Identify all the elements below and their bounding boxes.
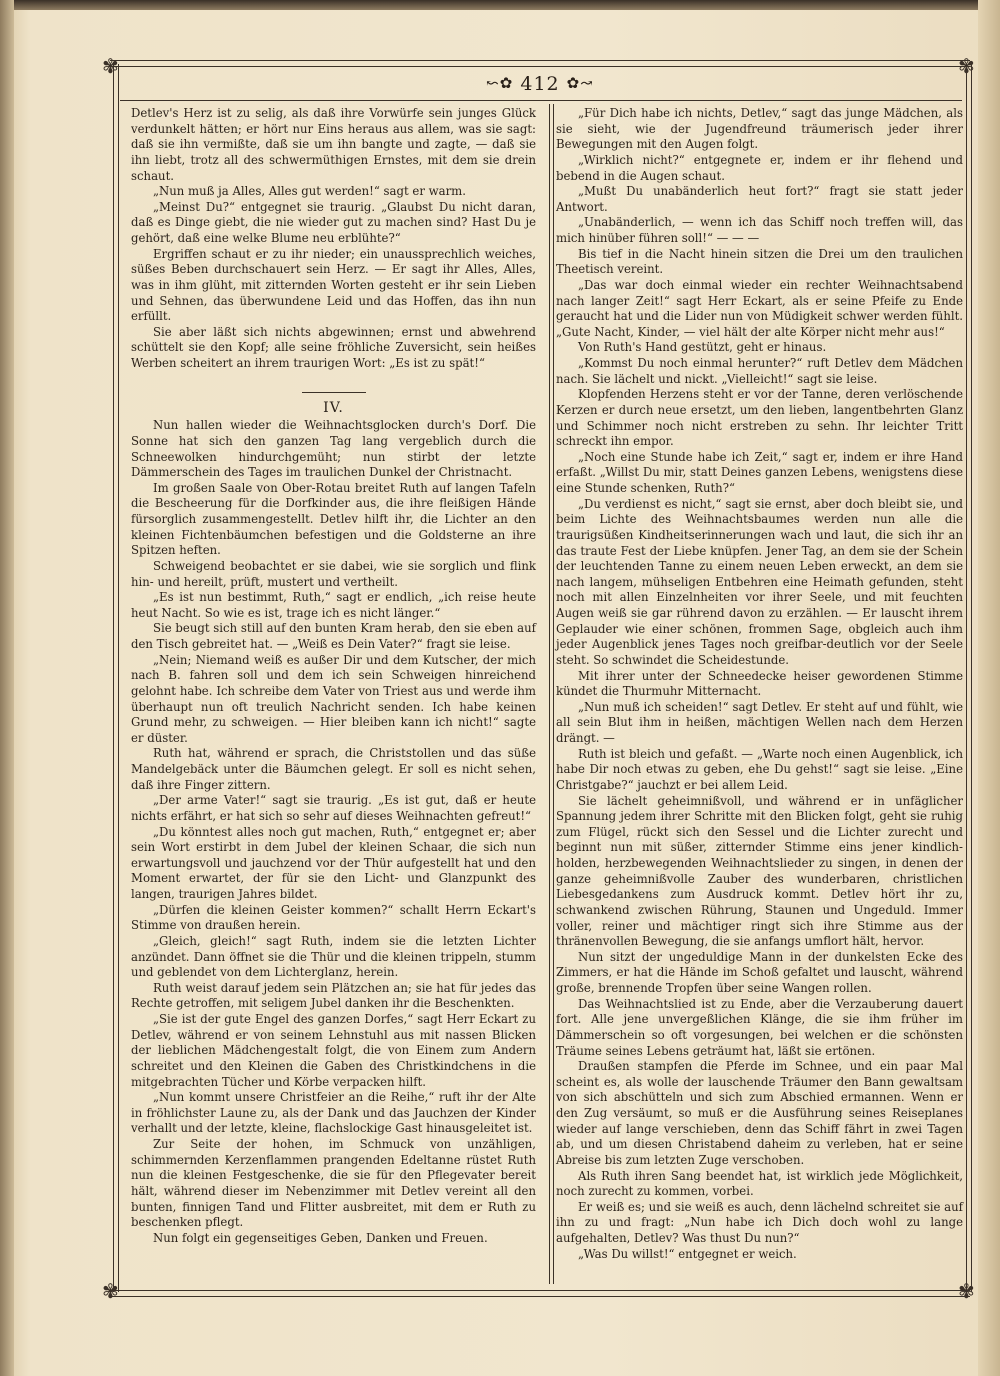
paragraph: Klopfenden Herzens steht er vor der Tanne, deren verlöschende Kerzen er durch neue ersetzt, um den lieben, langentbehrten Glanz und Schimmer noch nicht erstreben zu sehn. Ihr leichter Tritt schreckt ihn empor.	[556, 387, 963, 449]
paragraph: Nun hallen wieder die Weihnachtsglocken durch's Dorf. Die Sonne hat sich den ganzen Tag lang vergeblich durch die Schneewolken hindurchgemüht; nun stirbt der letzte Dämmerschein des Tages im traulichen Dunkel der Christnacht.	[131, 418, 536, 480]
corner-ornament-icon: ✾	[102, 54, 119, 78]
paragraph: Draußen stampfen die Pferde im Schnee, und ein paar Mal scheint es, als wolle der lauschende Träumer den Bann gewaltsam von sich abschütteln und sich zum Abschied ermannen. Wenn er den Zug versäumt, so muß er die Ausführung seines Reiseplanes wieder auf lange verschieben, denn das Schiff fährt in zwei Tagen ab, und um diesen Christabend daheim zu verleben, hat er seine Abreise bis zum letzten Zuge verschoben.	[556, 1059, 963, 1167]
paragraph: Von Ruth's Hand gestützt, geht er hinaus.	[578, 340, 827, 355]
chapter-heading: IV.	[323, 399, 344, 416]
right-paragraphs	[556, 106, 963, 1262]
paragraph: Das Weihnachtslied ist zu Ende, aber die Verzauberung dauert fort. Alle jene unvergeßlichen Klänge, die sie ihm früher im Dämmerschein so oft vorgesungen, bei welchen er die schönsten Träume seines Lebens geträumt hat, läßt sie ertönen.	[556, 996, 963, 1058]
paragraph: „Sie ist der gute Engel des ganzen Dorfes,“ sagt Herr Eckart zu Detlev, während er von seinem Lehnstuhl aus mit nassen Blicken der lieblichen Mädchengestalt folgt, die von Einem zum Andern schreitet und den Kleinen die Gaben des Christkindchens in die mitgebrachten Tücher und Körbe verpacken hilft.	[131, 1012, 536, 1089]
page-number: 412	[520, 73, 560, 95]
paragraph: „Mußt Du unabänderlich heut fort?“ fragt sie statt jeder Antwort.	[556, 184, 963, 214]
paragraph: „Noch eine Stunde habe ich Zeit,“ sagt er, indem er ihre Hand erfaßt. „Willst Du mir, statt Deines ganzen Lebens, wenigstens diese eine Stunde schenken, Ruth?“	[556, 449, 963, 495]
paragraph: Als Ruth ihren Sang beendet hat, ist wirklich jede Möglichkeit, noch zurecht zu kommen, vorbei.	[556, 1168, 963, 1199]
page-header	[440, 73, 640, 95]
paragraph: Sie lächelt geheimnißvoll, und während er in unfäglicher Spannung jedem ihrer Schritte mit den Blicken folgt, geht sie ruhig zum Flügel, rückt sich den Sessel und die Lichter zurecht und beginnt nun mit süßer, zitternder Stimme eins jener kindlich-holden, herzbewegenden Weihnachtslieder zu singen, in denen der ganze geheimnißvolle Zauber des wunderbaren, christlichen Liebesgedankens zum Ausdruck kommt. Detlev hört ihr zu, schwankend zwischen Rührung, Staunen und Ungeduld. Immer voller, reiner und mächtiger ringt sich ihre Stimme aus der thränenvollen Bewegung, die sie anfangs umflort hält, hervor.	[556, 793, 963, 949]
paragraph: Sie aber läßt sich nichts abgewinnen; ernst und abwehrend schüttelt sie den Kopf; alle seine fröhliche Zuversicht, sein heißes Werben scheitert an ihrem traurigen Wort: „Es ist zu spät!“	[131, 324, 536, 370]
right-column	[556, 106, 963, 1262]
page-edge	[978, 0, 1000, 1376]
left-paragraphs-after	[131, 418, 536, 1246]
frame-right-border	[966, 64, 972, 1292]
paragraph: „Gleich, gleich!“ sagt Ruth, indem sie die letzten Lichter anzündet. Dann öffnet sie die Thür und die kleinen trippeln, stumm und geblendet von dem Lichterglanz, herein.	[131, 933, 536, 980]
paragraph: Ruth ist bleich und gefaßt. — „Warte noch einen Augenblick, ich habe Dir noch etwas zu geben, ehe Du gehst!“ sagt sie leise. „Eine Christgabe?“ jauchzt er bei allem Leid.	[556, 746, 963, 792]
book-gutter	[0, 0, 14, 1376]
paragraph: „Dürfen die kleinen Geister kommen?“ schallt Herrn Eckart's Stimme von draußen herein.	[131, 902, 536, 933]
frame-left-border	[113, 64, 119, 1292]
paragraph: „Nun muß ich scheiden!“ sagt Detlev. Er steht auf und fühlt, wie all sein Blut ihm in heißen, mächtigen Wellen nach dem Herzen drängt. —	[556, 699, 963, 745]
paragraph: Nun folgt ein gegenseitiges Geben, Danken und Freuen.	[153, 1230, 488, 1245]
paragraph: „Du verdienst es nicht,“ sagt sie ernst, aber doch bleibt sie, und beim Lichte des Weihnachtsbaumes werden nun alle die traurigsüßen Kindheitserinnerungen wach und laut, die sich ihr an das traute Fest der Liebe knüpfen. Jener Tag, an dem sie der Schein der leuchtenden Tanne zu einem neuen Leben erweckt, an dem sie nach langem, mühseligen Entbehren eine Heimath gefunden, steht noch mit allen Einzelnheiten vor ihrer Seele, und mit feuchten Augen weiß sie gar rührend davon zu erzählen. — Er lauscht ihrem Geplauder wie einer schönen, frommen Sage, obgleich auch ihm jeder Augenblick jenes Tages noch greifbar-deutlich vor der Seele steht. So schwindet die Scheidestunde.	[556, 496, 963, 667]
paragraph: Bis tief in die Nacht hinein sitzen die Drei um den traulichen Theetisch vereint.	[556, 246, 963, 277]
paragraph: Sie beugt sich still auf den bunten Kram herab, den sie eben auf den Tisch gebreitet hat. — „Weiß es Dein Vater?“ fragt sie leise.	[131, 621, 536, 651]
paragraph: „Du könntest alles noch gut machen, Ruth,“ entgegnet er; aber sein Wort erstirbt in dem Jubel der kleinen Schaar, die sich nun erwartungsvoll und jauchzend vor der Thür aufgestellt hat und den Moment erwartet, der für sie den Licht- und Glanzpunkt des langen, traurigen Jahres bildet.	[131, 824, 536, 901]
paragraph: „Der arme Vater!“ sagt sie traurig. „Es ist gut, daß er heute nichts erfährt, er hat sich so sehr auf dieses Weihnachten gefreut!“	[131, 793, 536, 823]
paragraph: „Was Du willst!“ entgegnet er weich.	[578, 1246, 797, 1261]
paragraph: Mit ihrer unter der Schneedecke heiser gewordenen Stimme kündet die Thurmuhr Mitternacht.	[556, 668, 963, 699]
paragraph: „Für Dich habe ich nichts, Detlev,“ sagt das junge Mädchen, als sie sieht, wie der Jugendfreund träumerisch jeder ihrer Bewegungen mit den Augen folgt.	[556, 106, 963, 152]
paragraph: „Unabänderlich, — wenn ich das Schiff noch treffen will, das mich hinüber führen soll!“ — — —	[556, 215, 963, 245]
header-ornament-right-icon: ✿↝	[566, 74, 594, 92]
column-divider	[549, 104, 554, 1284]
paragraph: Ruth weist darauf jedem sein Plätzchen an; sie hat für jedes das Rechte getroffen, mit seligem Jubel danken ihr die Beschenkten.	[131, 980, 536, 1011]
left-paragraphs-before	[131, 106, 536, 372]
paragraph: Schweigend beobachtet er sie dabei, wie sie sorglich und flink hin- und hereilt, prüft, mustert und vertheilt.	[131, 558, 536, 589]
paragraph: „Es ist nun bestimmt, Ruth,“ sagt er endlich, „ich reise heute heut Nacht. So wie es ist, trage ich es nicht länger.“	[131, 590, 536, 620]
paragraph: „Nein; Niemand weiß es außer Dir und dem Kutscher, der mich nach B. fahren soll und dem ich sein Schweigen hinreichend gelohnt habe. Ich schreibe dem Vater von Triest aus und werde ihm überhaupt nun oft treulich Nachricht senden. Ich habe keinen Grund mehr, zu schweigen. — Hier bleiben kann ich nicht!“ sagte er düster.	[131, 652, 536, 745]
corner-ornament-icon: ✾	[958, 54, 975, 78]
frame-bottom-border	[110, 1290, 970, 1297]
frame-top-border	[110, 60, 970, 67]
paragraph: „Wirklich nicht?“ entgegnete er, indem er ihr flehend und bebend in die Augen schaut.	[556, 152, 963, 183]
corner-ornament-icon: ✾	[958, 1279, 975, 1303]
corner-ornament-icon: ✾	[102, 1279, 119, 1303]
left-column	[131, 106, 536, 1246]
top-edge-shadow	[0, 0, 1000, 10]
header-ornament-left-icon: ↜✿	[486, 74, 514, 92]
section-separator	[302, 392, 366, 393]
paragraph: Ergriffen schaut er zu ihr nieder; ein unaussprechlich weiches, süßes Beben durchschauert sein Herz. — Er sagt ihr Alles, Alles, was in ihm glüht, mit zitternden Worten gesteht er ihr sein Lieben und Sehnen, das überwundene Leid und das Hoffen, das ihn nun erfüllt.	[131, 246, 536, 324]
paragraph: Nun sitzt der ungeduldige Mann in der dunkelsten Ecke des Zimmers, er hat die Hände im Schoß gefaltet und lauscht, während große, brennende Tropfen über seine Wangen rollen.	[556, 949, 963, 995]
paragraph: Im großen Saale von Ober-Rotau breitet Ruth auf langen Tafeln die Bescheerung für die Dorfkinder aus, die ihre fleißigen Hände fürsorglich zusammengestellt. Detlev hilft ihr, die Lichter an den kleinen Fichtenbäumchen befestigen und die Goldsterne an ihre Spitzen heften.	[131, 480, 536, 558]
paragraph: „Kommst Du noch einmal herunter?“ ruft Detlev dem Mädchen nach. Sie lächelt und nickt. „Vielleicht!“ sagt sie leise.	[556, 356, 963, 386]
paragraph: „Das war doch einmal wieder ein rechter Weihnachtsabend nach langer Zeit!“ sagt Herr Eckart, als er seine Pfeife zu Ende geraucht hat und die Lider nun von Müdigkeit schwer werden fühlt. „Gute Nacht, Kinder, — viel hält der alte Körper nicht mehr aus!“	[556, 277, 963, 339]
header-rule	[120, 100, 962, 101]
paragraph: Detlev's Herz ist zu selig, als daß ihre Vorwürfe sein junges Glück verdunkelt hätten; er hört nur Eins heraus aus allem, was sie sagt: daß sie ihn vermißte, daß sie um ihn bangte und zagte, — daß sie ihn liebt, trotz all des schwermüthigen Ernstes, mit dem sie drein schaut.	[131, 106, 536, 183]
paragraph: Zur Seite der hohen, im Schmuck von unzähligen, schimmernden Kerzenflammen prangenden Edeltanne rüstet Ruth nun die kleinen Festgeschenke, die sie für den Pflegevater bereit hält, während dieser im Nebenzimmer mit Detlev vereint all den bunten, finnigen Tand und Flitter ausbreitet, mit dem er Ruth zu beschenken pflegt.	[131, 1137, 536, 1230]
paragraph: Er weiß es; und sie weiß es auch, denn lächelnd schreitet sie auf ihn zu und fragt: „Nun habe ich Dich doch wohl zu lange aufgehalten, Detlev? Was thust Du nun?“	[556, 1199, 963, 1245]
paragraph: „Nun muß ja Alles, Alles gut werden!“ sagt er warm.	[153, 184, 466, 199]
paragraph: „Nun kommt unsere Christfeier an die Reihe,“ ruft ihr der Alte in fröhlichster Laune zu, als der Dank und das Jauchzen der Kinder verhallt und der letzte, kleine, flachslockige Gast hinausgeleitet ist.	[131, 1090, 536, 1136]
paragraph: Ruth hat, während er sprach, die Christstollen und das süße Mandelgebäck unter die Bäumchen gelegt. Er soll es nicht sehen, daß ihre Finger zittern.	[131, 746, 536, 792]
paragraph: „Meinst Du?“ entgegnet sie traurig. „Glaubst Du nicht daran, daß es Dinge giebt, die nie wieder gut zu machen sind? Hast Du je gehört, daß eine welke Blume neu erblühte?“	[131, 199, 536, 245]
